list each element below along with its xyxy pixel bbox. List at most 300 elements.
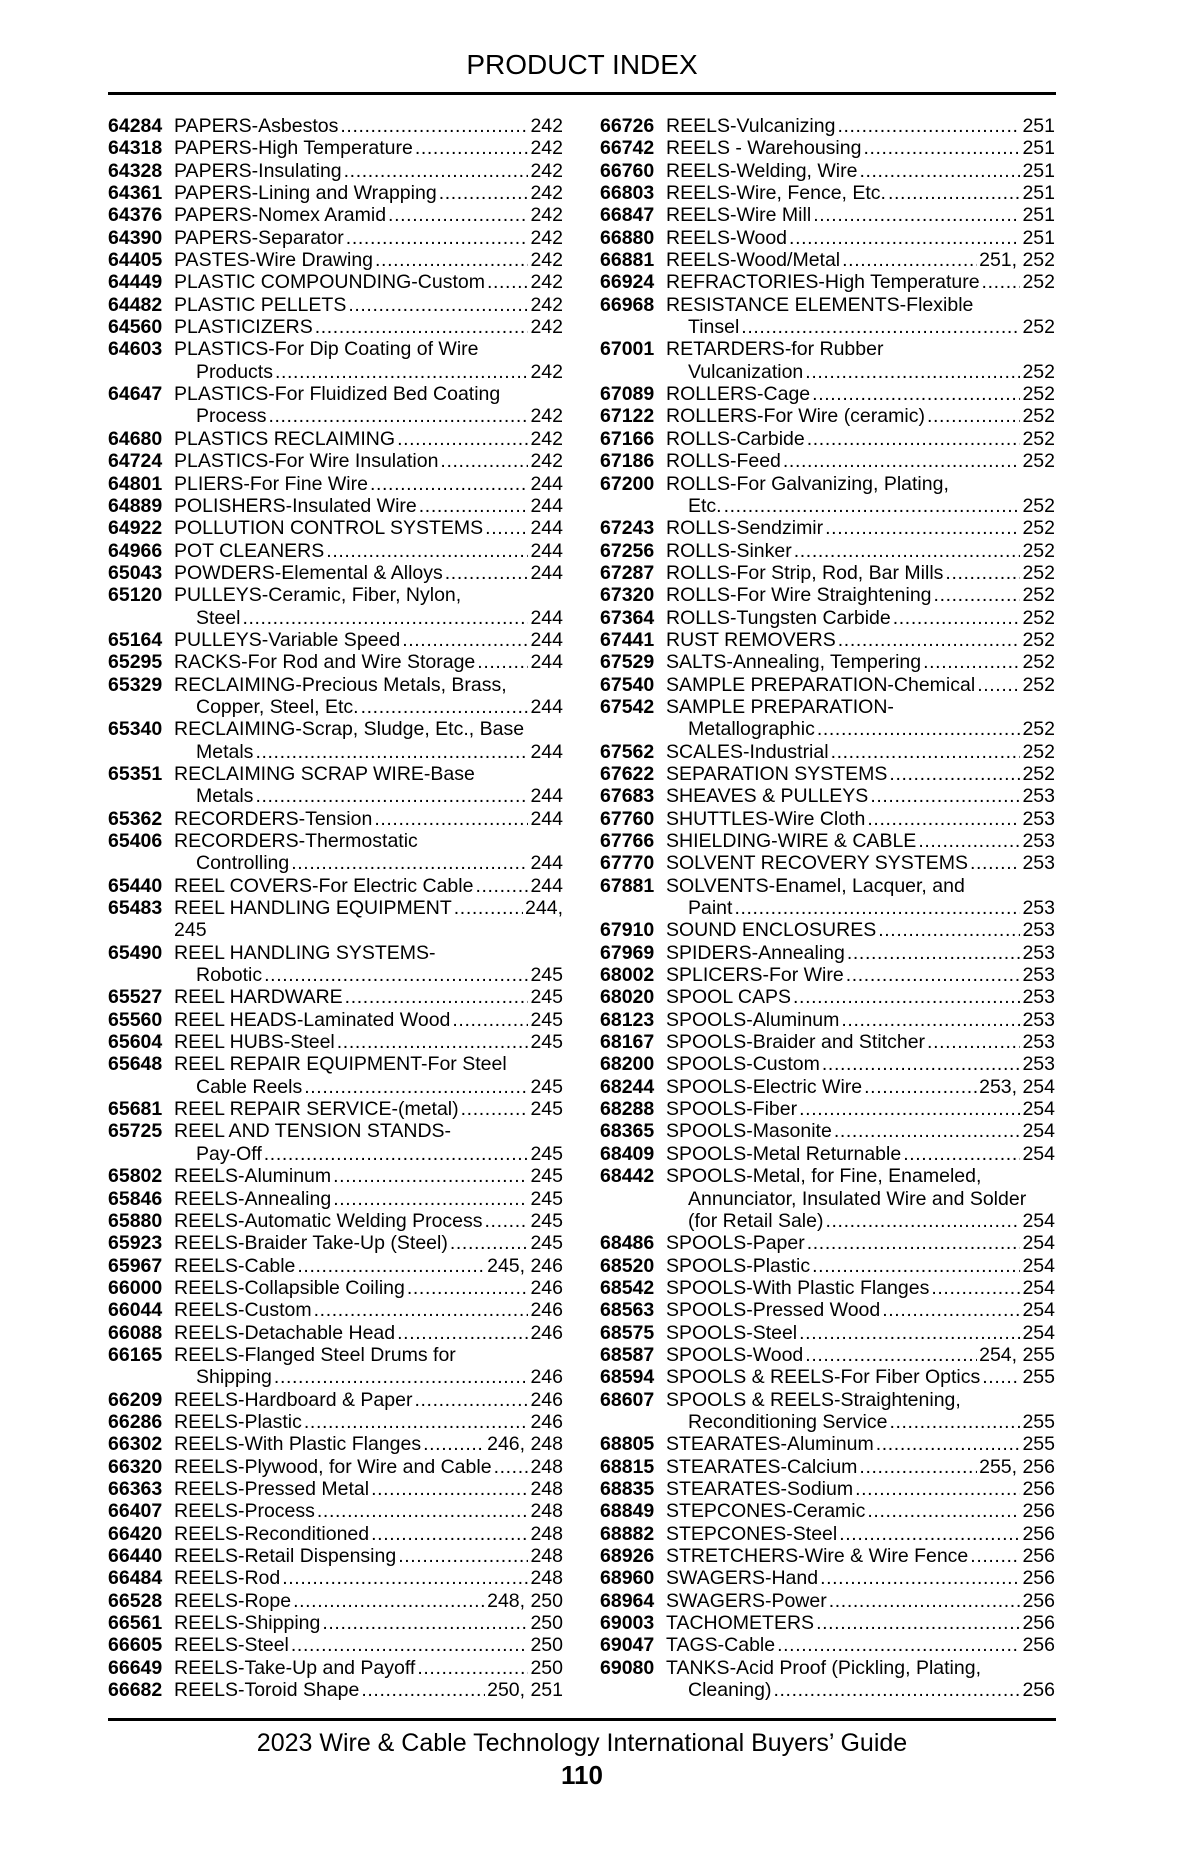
entry-body (666, 428, 1055, 450)
entry-body (666, 271, 1055, 293)
category-name: SPOOLS-Aluminum (666, 1008, 840, 1031)
index-entry (600, 1277, 1055, 1299)
entry-body (666, 1120, 1055, 1142)
entry-body (666, 785, 1055, 807)
category-name: RUST REMOVERS (666, 628, 836, 651)
entry-continuation-line (666, 897, 1055, 919)
index-entry (600, 808, 1055, 830)
product-code: 67122 (600, 405, 655, 428)
entry-continuation-line (174, 1366, 563, 1388)
entry-body (666, 1031, 1055, 1053)
page-reference: 252 (1022, 561, 1055, 584)
entry-body (174, 1210, 563, 1232)
page-reference: 253 (1022, 986, 1055, 1009)
category-name: REELS-Plywood, for Wire and Cable (174, 1455, 492, 1478)
category-name: STRETCHERS-Wire & Wire Fence (666, 1545, 969, 1567)
entry-line (174, 338, 563, 360)
page-reference: 248 (530, 1500, 563, 1523)
entry-body (174, 249, 563, 271)
product-code: 68575 (600, 1321, 655, 1344)
index-entry (108, 1053, 563, 1098)
product-code: 64390 (108, 226, 163, 249)
product-code: 66420 (108, 1522, 163, 1545)
category-name: REELS-With Plastic Flanges (174, 1433, 422, 1456)
index-entry (108, 1255, 563, 1277)
entry-body (174, 1523, 563, 1545)
index-entry (108, 875, 563, 897)
index-entry (108, 1277, 563, 1299)
product-code: 66407 (108, 1500, 163, 1523)
entry-line (174, 115, 563, 137)
category-name: Metals (196, 785, 254, 808)
page-reference: 252 (1022, 450, 1055, 473)
entry-body (666, 1433, 1055, 1455)
category-name: SPOOL CAPS (666, 986, 791, 1009)
product-code: 64449 (108, 271, 163, 294)
page-reference: 253 (1022, 964, 1055, 987)
page-reference: 255, 256 (979, 1455, 1055, 1478)
entry-line (174, 1456, 563, 1478)
category-name: SHEAVES & PULLEYS (666, 785, 869, 808)
product-code: 68594 (600, 1366, 655, 1389)
category-name: ROLLERS-Cage (666, 383, 811, 406)
page-reference: 251 (1022, 137, 1055, 160)
entry-line (666, 1322, 1055, 1344)
index-entry (108, 1389, 563, 1411)
dot-leader (847, 942, 1021, 964)
index-entry (600, 875, 1055, 920)
dot-leader (291, 1634, 529, 1656)
entry-body (174, 763, 563, 808)
category-name: REELS-Toroid Shape (174, 1679, 360, 1702)
page-reference: 255 (1022, 1366, 1055, 1389)
category-name: REELS-Hardboard & Paper (174, 1388, 413, 1411)
entry-continuation-line (666, 1679, 1055, 1701)
entry-line (666, 651, 1055, 673)
category-name: REELS-Retail Dispensing (174, 1545, 397, 1567)
entry-line (174, 428, 563, 450)
entry-line (666, 1657, 1055, 1679)
entry-line (666, 1120, 1055, 1142)
page-reference: 242 (530, 226, 563, 249)
category-name: SPOOLS-Braider and Stitcher (666, 1031, 926, 1054)
entry-line-overflow (174, 919, 563, 941)
category-name: REEL HANDLING SYSTEMS- (174, 941, 436, 964)
product-code: 64801 (108, 472, 163, 495)
entry-body (174, 495, 563, 517)
category-name: Shipping (196, 1366, 272, 1389)
entry-line (666, 1389, 1055, 1411)
category-name: SWAGERS-Power (666, 1589, 827, 1612)
page-reference: 248, 250 (487, 1589, 563, 1612)
product-code: 68123 (600, 1008, 655, 1031)
entry-line (666, 473, 1055, 495)
category-name: (for Retail Sale) (688, 1209, 824, 1232)
index-entry (108, 204, 563, 226)
entry-line (666, 808, 1055, 830)
page-reference: 256 (1022, 1679, 1055, 1702)
entry-line (666, 875, 1055, 897)
entry-line (666, 383, 1055, 405)
dot-leader (837, 115, 1020, 137)
index-column-left (108, 115, 563, 1701)
product-code: 67243 (600, 517, 655, 540)
index-entry (600, 562, 1055, 584)
entry-continuation-line (666, 1188, 1055, 1210)
page-reference: 245 (530, 1142, 563, 1165)
category-name: STEPCONES-Steel (666, 1522, 838, 1545)
page-reference: 244 (530, 494, 563, 517)
category-name: SEPARATION SYSTEMS (666, 762, 888, 785)
entry-line (174, 1031, 563, 1053)
index-entry (600, 1657, 1055, 1702)
category-name: Vulcanization (688, 360, 804, 383)
dot-leader (291, 852, 528, 874)
dot-leader (831, 741, 1021, 763)
dot-leader (813, 204, 1020, 226)
category-name: Cleaning) (688, 1679, 772, 1702)
dot-leader (264, 1143, 529, 1165)
page-reference: 246 (530, 1276, 563, 1299)
category-name: SPOOLS-Custom (666, 1053, 820, 1076)
dot-leader (322, 1612, 528, 1634)
entry-line (174, 808, 563, 830)
entry-body (666, 1523, 1055, 1545)
product-code: 66924 (600, 271, 655, 294)
entry-continuation-line (174, 1143, 563, 1165)
entry-line (174, 763, 563, 785)
index-entry (108, 137, 563, 159)
index-entry (108, 115, 563, 137)
dot-leader (242, 607, 528, 629)
dot-leader (345, 986, 529, 1008)
category-name: SPOOLS-Fiber (666, 1098, 798, 1121)
product-code: 67622 (600, 762, 655, 785)
entry-continuation-line (666, 495, 1055, 517)
dot-leader (388, 204, 528, 226)
category-name: STEPCONES-Ceramic (666, 1500, 866, 1523)
category-name: SPOOLS-With Plastic Flanges (666, 1276, 930, 1299)
category-name: Reconditioning Service (688, 1410, 888, 1433)
dot-leader (777, 1634, 1020, 1656)
entry-continuation-line (174, 852, 563, 874)
product-code: 69080 (600, 1656, 655, 1679)
entry-body (666, 1389, 1055, 1434)
index-entry (600, 1478, 1055, 1500)
entry-line (666, 1366, 1055, 1388)
page-reference: 251 (1022, 159, 1055, 182)
index-entry (108, 1098, 563, 1120)
page-reference: 250 (530, 1656, 563, 1679)
page-reference: 254 (1022, 1142, 1055, 1165)
dot-leader (255, 785, 528, 807)
category-name: SPOOLS-Paper (666, 1232, 805, 1255)
index-entry (600, 1098, 1055, 1120)
guide-title: 2023 Wire & Cable Technology International Buyers’ Guide (256, 1729, 908, 1757)
index-entry (108, 651, 563, 673)
product-code: 67540 (600, 673, 655, 696)
category-name: RACKS-For Rod and Wire Storage (174, 651, 476, 674)
entry-body (174, 1232, 563, 1254)
page-reference: 245 (530, 1031, 563, 1054)
product-code: 65043 (108, 561, 163, 584)
dot-leader (264, 964, 528, 986)
dot-leader (397, 428, 528, 450)
dot-leader (361, 696, 529, 718)
product-code: 66320 (108, 1455, 163, 1478)
product-code: 66649 (108, 1656, 163, 1679)
index-entry (108, 1120, 563, 1165)
index-entry (600, 338, 1055, 383)
dot-leader (494, 1456, 529, 1478)
page-reference: 253 (1022, 852, 1055, 875)
product-code: 65440 (108, 874, 163, 897)
category-name: SPOOLS & REELS-For Fiber Optics (666, 1366, 981, 1389)
index-entry (600, 405, 1055, 427)
entry-line (666, 1232, 1055, 1254)
page-reference: 244 (530, 606, 563, 629)
page-reference: 242 (530, 137, 563, 160)
product-code: 64680 (108, 427, 163, 450)
entry-body (174, 1009, 563, 1031)
entry-body (174, 830, 563, 875)
index-entry (600, 1076, 1055, 1098)
entry-body (174, 450, 563, 472)
entry-body (174, 383, 563, 428)
index-entry (600, 1255, 1055, 1277)
product-code: 65362 (108, 807, 163, 830)
entry-body (666, 919, 1055, 941)
dot-leader (485, 517, 528, 539)
category-name: TANKS-Acid Proof (Pickling, Plating, (666, 1656, 981, 1679)
entry-line (666, 1456, 1055, 1478)
index-entry (600, 1165, 1055, 1232)
entry-line (174, 942, 563, 964)
index-entry (600, 1545, 1055, 1567)
page-reference: 252 (1022, 271, 1055, 294)
entry-line (174, 383, 563, 405)
page-reference: 254 (1022, 1120, 1055, 1143)
entry-line (174, 1634, 563, 1656)
entry-body (666, 942, 1055, 964)
dot-leader (867, 1500, 1020, 1522)
category-name: POLLUTION CONTROL SYSTEMS (174, 517, 484, 540)
category-name: REEL HEADS-Laminated Wood (174, 1008, 451, 1031)
entry-body (174, 316, 563, 338)
dot-leader (450, 1232, 529, 1254)
dot-leader (799, 1322, 1020, 1344)
dot-leader (805, 1344, 977, 1366)
entry-body (666, 338, 1055, 383)
entry-body (666, 115, 1055, 137)
product-code: 68607 (600, 1388, 655, 1411)
dot-leader (445, 562, 529, 584)
category-name: Controlling (196, 852, 290, 875)
entry-line (666, 1076, 1055, 1098)
category-name: PLASTICS-For Fluidized Bed Coating (174, 383, 501, 406)
entry-body (666, 473, 1055, 518)
entry-line (666, 942, 1055, 964)
entry-line (666, 450, 1055, 472)
page-reference: 255 (1022, 1433, 1055, 1456)
index-entry (600, 160, 1055, 182)
page-reference: 245 (530, 986, 563, 1009)
entry-body (666, 986, 1055, 1008)
page-reference: 248 (530, 1545, 563, 1567)
entry-body (666, 540, 1055, 562)
entry-line (174, 1322, 563, 1344)
product-code: 64922 (108, 517, 163, 540)
dot-leader (970, 852, 1020, 874)
dot-leader (414, 1389, 528, 1411)
category-name: PAPERS-Lining and Wrapping (174, 182, 437, 205)
dot-leader (855, 1478, 1020, 1500)
product-code: 66726 (600, 115, 655, 137)
product-code: 68587 (600, 1343, 655, 1366)
category-name: RECORDERS-Tension (174, 807, 373, 830)
entry-line (666, 562, 1055, 584)
entry-body (666, 1500, 1055, 1522)
category-name: Products (196, 360, 273, 383)
category-name: ROLLS-For Strip, Rod, Bar Mills (666, 561, 944, 584)
product-code: 66044 (108, 1299, 163, 1322)
dot-leader (275, 361, 529, 383)
category-name: REELS-Pressed Metal (174, 1477, 370, 1500)
entry-body (174, 942, 563, 987)
page-reference: 244 (530, 785, 563, 808)
page-reference: 242 (530, 293, 563, 316)
product-code: 66302 (108, 1433, 163, 1456)
dot-leader (454, 897, 523, 919)
category-name: REELS-Custom (174, 1299, 312, 1322)
category-name: SOLVENT RECOVERY SYSTEMS (666, 852, 968, 875)
category-name: SPOOLS-Pressed Wood (666, 1299, 881, 1322)
category-name: ROLLS-For Wire Straightening (666, 584, 932, 607)
dot-leader (982, 271, 1021, 293)
dot-leader (346, 227, 529, 249)
index-entry (108, 1299, 563, 1321)
entry-line (666, 852, 1055, 874)
entry-line (666, 1523, 1055, 1545)
dot-leader (888, 182, 1020, 204)
entry-body (666, 607, 1055, 629)
entry-body (174, 540, 563, 562)
page-reference: 242 (530, 159, 563, 182)
product-code: 65560 (108, 1008, 163, 1031)
entry-body (174, 584, 563, 629)
category-name: REELS-Process (174, 1500, 315, 1523)
entry-line (666, 160, 1055, 182)
product-code: 67562 (600, 740, 655, 763)
entry-line (174, 562, 563, 584)
page-reference: 245 (530, 1165, 563, 1188)
entry-body (174, 875, 563, 897)
product-code: 67910 (600, 919, 655, 942)
page-reference: 254 (1022, 1321, 1055, 1344)
page-reference: 246 (530, 1366, 563, 1389)
entry-body (666, 294, 1055, 339)
page-reference: 251 (1022, 182, 1055, 205)
entry-body (666, 227, 1055, 249)
entry-body (174, 1478, 563, 1500)
index-entry (600, 919, 1055, 941)
page-reference: 256 (1022, 1612, 1055, 1635)
entry-continuation-line (666, 1411, 1055, 1433)
page-reference: 252 (1022, 584, 1055, 607)
category-name: REEL HANDLING EQUIPMENT (174, 897, 452, 920)
product-code: 68442 (600, 1165, 655, 1188)
entry-line (666, 1255, 1055, 1277)
dot-leader (314, 1299, 529, 1321)
entry-line (174, 271, 563, 293)
page-reference: 252 (1022, 673, 1055, 696)
category-name: REELS - Warehousing (666, 137, 862, 160)
product-code: 69003 (600, 1612, 655, 1635)
page-reference: 244 (530, 695, 563, 718)
product-code: 65340 (108, 718, 163, 741)
entry-body (666, 696, 1055, 741)
entry-continuation-line (174, 607, 563, 629)
page-reference: 251 (1022, 115, 1055, 137)
entry-line (174, 1232, 563, 1254)
entry-line (174, 1165, 563, 1187)
dot-leader (337, 1031, 529, 1053)
dot-leader (834, 1120, 1021, 1142)
entry-body (174, 1590, 563, 1612)
entry-line (666, 674, 1055, 696)
dot-leader (293, 1590, 485, 1612)
index-entry (600, 763, 1055, 785)
entry-body (666, 1612, 1055, 1634)
index-entry (600, 1120, 1055, 1142)
entry-body (666, 1545, 1055, 1567)
page-number: 110 (561, 1760, 603, 1790)
dot-leader (741, 316, 1020, 338)
entry-line (174, 316, 563, 338)
page-reference: 250, 251 (487, 1679, 563, 1702)
entry-line (666, 227, 1055, 249)
entry-body (174, 271, 563, 293)
category-name: Robotic (196, 964, 263, 987)
index-entry (600, 517, 1055, 539)
dot-leader (820, 1567, 1020, 1589)
entry-line (666, 830, 1055, 852)
index-entry (600, 1299, 1055, 1321)
index-entry (600, 115, 1055, 137)
category-name: TACHOMETERS (666, 1612, 815, 1635)
index-entry (108, 495, 563, 517)
entry-continuation-line (174, 741, 563, 763)
entry-body (666, 808, 1055, 830)
entry-line (174, 204, 563, 226)
entry-body (666, 405, 1055, 427)
index-entry (600, 1366, 1055, 1388)
dot-leader (452, 1009, 528, 1031)
index-entry (108, 1232, 563, 1254)
page-reference: 250 (530, 1634, 563, 1657)
product-code: 69047 (600, 1634, 655, 1657)
index-entry (108, 674, 563, 719)
dot-leader (867, 808, 1020, 830)
entry-line (174, 986, 563, 1008)
product-code: 68288 (600, 1098, 655, 1121)
index-entry (600, 1031, 1055, 1053)
category-name: Metals (196, 740, 254, 763)
dot-leader (485, 1210, 529, 1232)
entry-body (666, 674, 1055, 696)
category-name: REEL AND TENSION STANDS- (174, 1120, 452, 1143)
index-entry (600, 1500, 1055, 1522)
